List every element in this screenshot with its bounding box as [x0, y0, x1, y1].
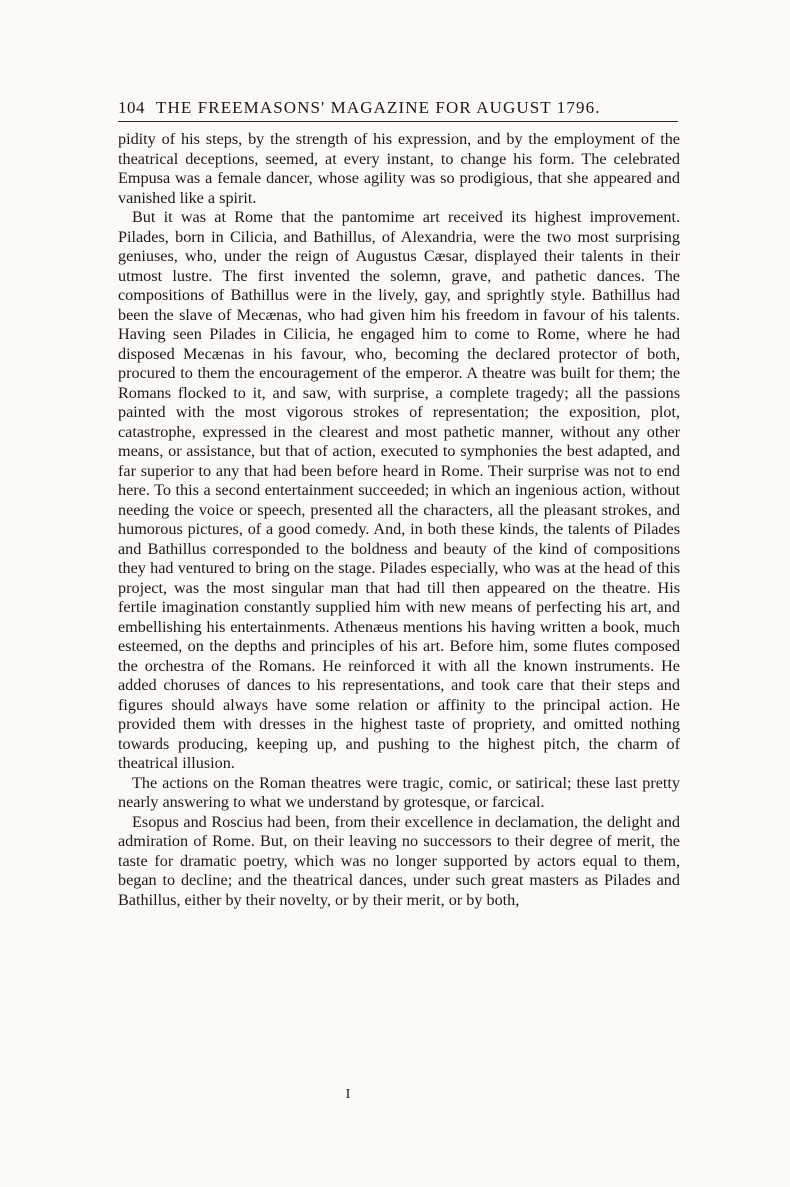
paragraph-3: The actions on the Roman theatres were tragic, comic, or satirical; these last pretty nearly answering to what we understand by grotesque, or farcical.: [118, 773, 680, 811]
paragraph-4: Esopus and Roscius had been, from their excellence in declamation, the delight and admiration of Rome. But, on their leaving no successors to their degree of merit, the taste for dramatic poetry, which was no longer supported by actors equal to them, began to decline; and the theatrical dances, under such great masters as Pilades and Bathillus, either by their novelty, or by their merit, or by both,: [118, 812, 680, 909]
running-title: THE FREEMASONS' MAGAZINE FOR AUGUST 1796.: [156, 98, 601, 117]
page-number: 104: [118, 98, 145, 117]
signature-mark: I: [345, 1087, 351, 1102]
article-body: [118, 130, 680, 910]
paragraph-2: But it was at Rome that the pantomime art received its highest improvement. Pilades, born in Cilicia, and Bathillus, of Alexandria, were the two most surprising geniuses, who, under the reign of Augustus Cæsar, displayed their talents in their utmost lustre. The first invented the solemn, grave, and pathetic dances. The compositions of Bathillus were in the lively, gay, and sprightly style. Bathillus had been the slave of Mecænas, who had given him his freedom in favour of his talents. Having seen Pilades in Cilicia, he engaged him to come to Rome, where he had disposed Mecænas in his favour, who, becoming the declared protector of both, procured to them the encouragement of the emperor. A theatre was built for them; the Romans flocked to it, and saw, with surprise, a complete tragedy; all the passions painted with the most vigorous strokes of representation; the exposition, plot, catastrophe, expressed in the clearest and most pathetic manner, without any other means, or assistance, but that of action, executed to symphonies the best adapted, and far superior to any that had been before heard in Rome. Their surprise was not to end here. To this a second entertainment succeeded; in which an ingenious action, without needing the voice or speech, presented all the characters, all the pleasant strokes, and humorous pictures, of a good comedy. And, in both these kinds, the talents of Pilades and Bathillus corresponded to the boldness and beauty of the kind of compositions they had ventured to bring on the stage. Pilades especially, who was at the head of this project, was the most singular man that had till then appeared on the theatre. His fertile imagination constantly supplied him with new means of perfecting his art, and embellishing his entertainments. Athenæus mentions his having written a book, much esteemed, on the depths and principles of his art. Before him, some flutes composed the orchestra of the Romans. He reinforced it with all the known instruments. He added choruses of dances to his representations, and took care that their steps and figures should always have some relation or affinity to the principal action. He provided them with dresses in the highest taste of propriety, and omitted nothing towards producing, keeping up, and pushing to the highest pitch, the charm of theatrical illusion.: [118, 208, 680, 772]
running-header: [118, 97, 678, 122]
paragraph-1: pidity of his steps, by the strength of his expression, and by the employment of the theatrical deceptions, seemed, at every instant, to change his form. The celebrated Empusa was a female dancer, whose agility was so prodigious, that she appeared and vanished like a spirit.: [118, 130, 680, 207]
